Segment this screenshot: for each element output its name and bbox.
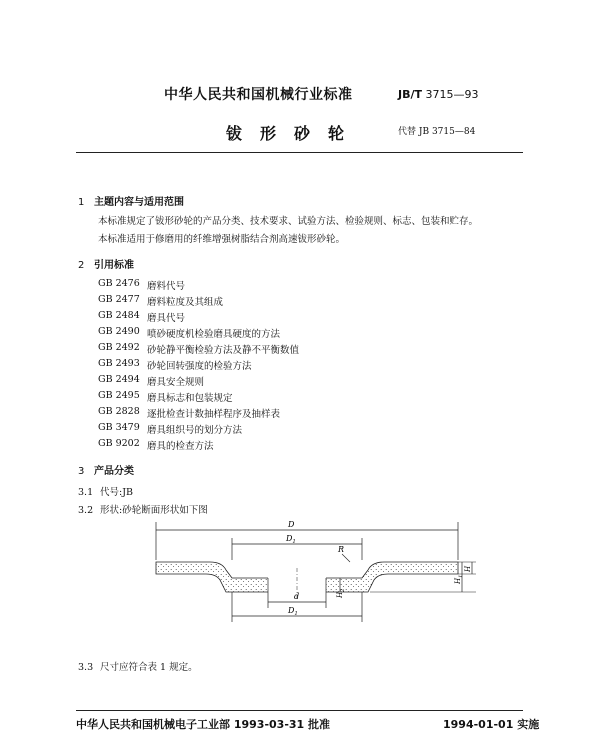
subsection-text: 尺寸应符合表 1 规定。 bbox=[100, 662, 198, 673]
ref-title: 磨具标志和包装规定 bbox=[147, 393, 233, 404]
label-H: H bbox=[464, 565, 472, 572]
document-title: 钹形砂轮 bbox=[226, 124, 363, 143]
section-title: 主题内容与适用范围 bbox=[94, 197, 184, 208]
section-1-heading bbox=[78, 193, 184, 208]
ref-code: GB 2494 bbox=[98, 374, 140, 385]
ref-title: 喷砂硬度机检验磨具硬度的方法 bbox=[147, 329, 281, 340]
label-R: R bbox=[338, 545, 345, 554]
section-3-heading bbox=[78, 462, 134, 477]
ref-code: GB 2492 bbox=[98, 342, 140, 353]
ref-title: 磨具代号 bbox=[147, 313, 186, 324]
ref-code: GB 2484 bbox=[98, 310, 140, 321]
code-number: 3715—93 bbox=[425, 88, 479, 101]
label-D1-bottom: $D_1$ bbox=[288, 606, 298, 617]
ref-code: GB 2493 bbox=[98, 358, 140, 369]
section-number: 1 bbox=[78, 197, 85, 208]
section-number: 3 bbox=[78, 466, 85, 477]
approval-line: 中华人民共和国机械电子工业部 1993-03-31 批准 bbox=[76, 718, 331, 731]
label-H2: $H_2$ bbox=[336, 588, 346, 598]
label-H1: $H_1$ bbox=[454, 574, 464, 584]
label-D: D bbox=[288, 520, 295, 529]
subsection-3-3 bbox=[78, 659, 198, 673]
ref-title: 磨料代号 bbox=[147, 281, 186, 292]
ref-code: GB 2476 bbox=[98, 278, 140, 289]
ref-title: 磨具的检查方法 bbox=[147, 441, 214, 452]
section-title: 引用标准 bbox=[94, 260, 134, 271]
ref-code: GB 2477 bbox=[98, 294, 140, 305]
subsection-3-1 bbox=[78, 484, 133, 498]
subsection-text: 代号:JB bbox=[100, 487, 133, 498]
ref-code: GB 2490 bbox=[98, 326, 140, 337]
subsection-number: 3.3 bbox=[78, 662, 94, 673]
bottom-rule bbox=[76, 710, 523, 711]
effective-date: 1994-01-01 实施 bbox=[443, 718, 540, 731]
section-1-para-2: 本标准适用于修磨用的纤维增强树脂结合剂高速钹形砂轮。 bbox=[98, 234, 346, 245]
replaces-note: 代替 JB 3715—84 bbox=[398, 127, 476, 137]
ref-code: GB 2828 bbox=[98, 406, 140, 417]
ref-title: 磨具组织号的划分方法 bbox=[147, 425, 243, 436]
label-d: d bbox=[294, 592, 300, 601]
subsection-text: 形状:砂轮断面形状如下图 bbox=[100, 505, 208, 516]
ref-title: 砂轮回转强度的检验方法 bbox=[147, 361, 252, 372]
standard-code bbox=[398, 88, 479, 101]
radius-leader bbox=[342, 554, 350, 562]
ref-code: GB 2495 bbox=[98, 390, 140, 401]
top-rule bbox=[76, 152, 523, 153]
subsection-3-2 bbox=[78, 502, 208, 516]
subsection-number: 3.1 bbox=[78, 487, 94, 498]
section-number: 2 bbox=[78, 260, 85, 271]
ref-title: 磨具安全规则 bbox=[147, 377, 205, 388]
ref-code: GB 3479 bbox=[98, 422, 140, 433]
label-D1: $D_1$ bbox=[286, 534, 296, 545]
ref-title: 逐批检查计数抽样程序及抽样表 bbox=[147, 409, 281, 420]
standard-org: 中华人民共和国机械行业标准 bbox=[164, 87, 353, 103]
code-prefix: JB/T bbox=[398, 88, 422, 101]
section-title: 产品分类 bbox=[94, 466, 134, 477]
section-2-heading bbox=[78, 256, 134, 271]
ref-code: GB 9202 bbox=[98, 438, 140, 449]
section-1-para-1: 本标准规定了钹形砂轮的产品分类、技术要求、试验方法、检验规则、标志、包装和贮存。 bbox=[98, 216, 479, 227]
ref-title: 砂轮静平衡检验方法及静不平衡数值 bbox=[147, 345, 300, 356]
subsection-number: 3.2 bbox=[78, 505, 94, 516]
wheel-section-figure bbox=[140, 518, 480, 636]
ref-title: 磨料粒度及其组成 bbox=[147, 297, 224, 308]
